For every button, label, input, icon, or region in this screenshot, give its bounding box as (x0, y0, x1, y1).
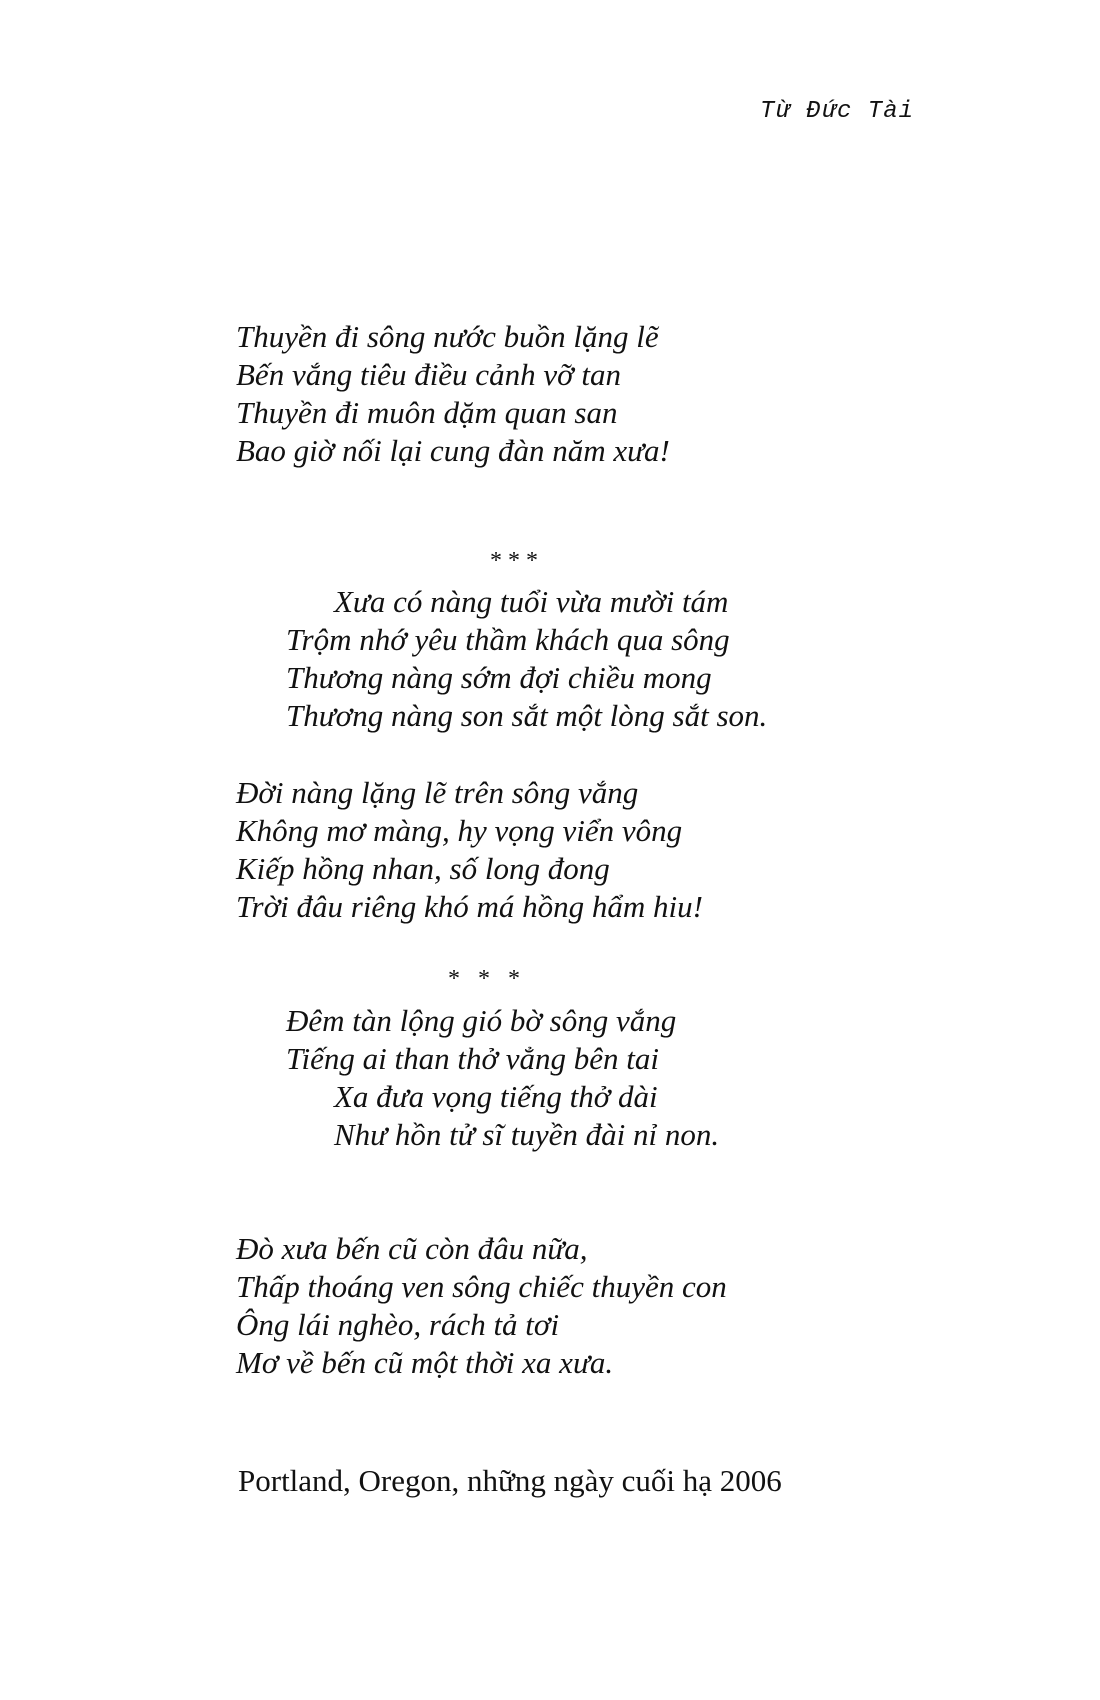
author-header: Từ Đức Tài (759, 98, 914, 125)
poem-line: Thương nàng sớm đợi chiều mong (286, 660, 712, 695)
stanza-3 (236, 774, 703, 926)
poem-line: Thuyền đi sông nước buồn lặng lẽ (236, 319, 659, 354)
stanza-2 (286, 583, 767, 735)
poem-line: Trời đâu riêng khó má hồng hẩm hiu! (236, 889, 703, 924)
poem-line: Ông lái nghèo, rách tả tơi (236, 1307, 560, 1342)
poem-line: Đêm tàn lộng gió bờ sông vắng (286, 1003, 677, 1038)
stanza-4 (286, 1002, 719, 1154)
section-separator: * * * (490, 548, 538, 574)
section-separator: * * * (448, 966, 520, 992)
poem-line: Như hồn tử sĩ tuyền đài nỉ non. (334, 1117, 720, 1152)
poem-line: Xưa có nàng tuổi vừa mười tám (334, 584, 729, 619)
poem-line: Thương nàng son sắt một lòng sắt son. (286, 698, 768, 733)
poem-line: Không mơ màng, hy vọng viển vông (236, 813, 683, 848)
poem-line: Thấp thoáng ven sông chiếc thuyền con (236, 1269, 727, 1304)
poem-line: Trộm nhớ yêu thầm khách qua sông (286, 622, 730, 657)
poem-line: Đời nàng lặng lẽ trên sông vắng (236, 775, 639, 810)
place-date-line: Portland, Oregon, những ngày cuối hạ 2006 (238, 1463, 782, 1498)
poem-line: Thuyền đi muôn dặm quan san (236, 395, 618, 430)
poem-line: Đò xưa bến cũ còn đâu nữa, (236, 1231, 588, 1266)
stanza-5 (236, 1230, 727, 1382)
poem-line: Mơ về bến cũ một thời xa xưa. (236, 1345, 614, 1380)
poem-line: Bến vắng tiêu điều cảnh vỡ tan (236, 357, 621, 392)
poem-line: Xa đưa vọng tiếng thở dài (334, 1079, 658, 1114)
stanza-1 (236, 318, 670, 470)
poem-line: Tiếng ai than thở vẳng bên tai (286, 1041, 660, 1076)
poem-line: Bao giờ nối lại cung đàn năm xưa! (236, 433, 670, 468)
poem-line: Kiếp hồng nhan, số long đong (236, 851, 610, 886)
